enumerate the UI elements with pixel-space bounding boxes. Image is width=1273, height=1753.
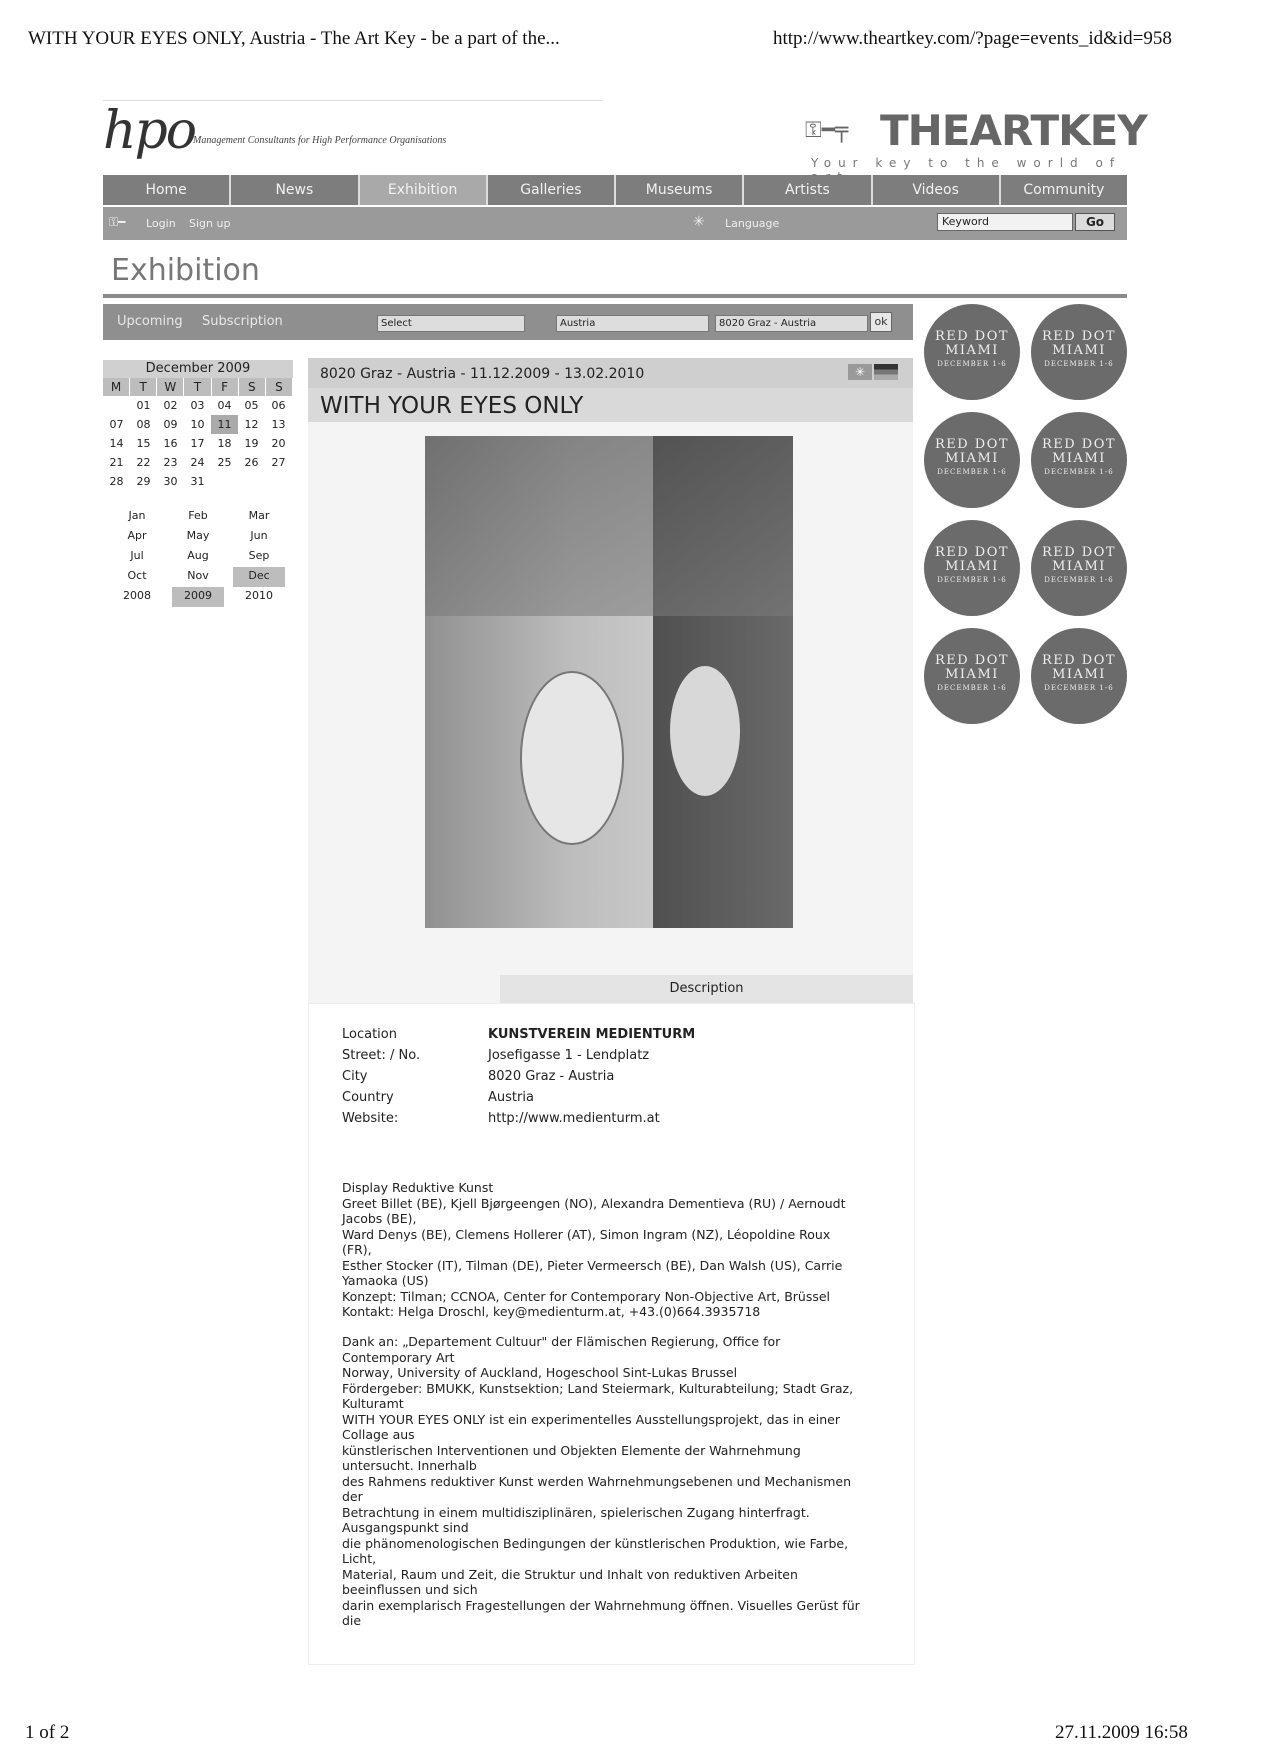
ad-line: RED DOT (934, 545, 1010, 560)
info-label: Location (342, 1027, 397, 1042)
nav-tab-videos[interactable]: Videos (873, 175, 1001, 205)
nav-tab-community[interactable]: Community (1001, 175, 1127, 205)
calendar-day[interactable]: 10 (190, 418, 205, 431)
calendar-day[interactable]: 23 (163, 456, 178, 469)
weekday: S (239, 378, 266, 396)
ad-line: RED DOT (934, 437, 1010, 452)
calendar-day[interactable]: 07 (109, 418, 124, 431)
calendar-week (103, 396, 293, 415)
info-label: Country (342, 1090, 394, 1105)
hpo-tagline: Management Consultants for High Performance Organisations (193, 135, 447, 146)
photo-shade (425, 436, 793, 616)
event-panel (308, 358, 913, 1658)
info-value: Austria (488, 1090, 534, 1105)
month-link[interactable]: Nov (187, 569, 209, 582)
red-dot-miami-ad[interactable] (1031, 628, 1127, 724)
city-select[interactable]: 8020 Graz - Austria (715, 315, 868, 332)
month-row (103, 507, 293, 527)
calendar-day[interactable]: 09 (163, 418, 178, 431)
calendar-day[interactable]: 15 (136, 437, 151, 450)
ad-line: DECEMBER 1-6 (1044, 468, 1114, 476)
month-link[interactable]: May (186, 529, 210, 542)
artkey-tagline: Your key to the world of (811, 156, 1122, 170)
nav-tab-museums[interactable]: Museums (616, 175, 744, 205)
ad-line: RED DOT (1041, 653, 1117, 668)
calendar-day[interactable]: 03 (190, 399, 205, 412)
calendar-days (103, 396, 293, 491)
red-dot-miami-ad[interactable] (1031, 304, 1127, 400)
key-icon: ⚿━ (109, 215, 126, 229)
calendar-week (103, 453, 293, 472)
month-link[interactable]: Feb (188, 509, 208, 522)
calendar-day[interactable]: 08 (136, 418, 151, 431)
calendar-day[interactable]: 14 (109, 437, 124, 450)
exhibition-photo (425, 436, 793, 928)
signup-link[interactable]: Sign up (189, 217, 231, 230)
month-row (103, 527, 293, 547)
print-timestamp: 27.11.2009 16:58 (1055, 1722, 1188, 1743)
month-picker (103, 507, 293, 607)
ad-line: MIAMI (945, 451, 999, 466)
calendar-day[interactable]: 17 (190, 437, 205, 450)
go-button[interactable]: Go (1075, 213, 1115, 231)
year-link[interactable]: 2010 (245, 589, 273, 602)
calendar-empty (238, 472, 265, 491)
calendar-day[interactable]: 21 (109, 456, 124, 469)
month-link[interactable]: Mar (248, 509, 270, 522)
calendar-empty (103, 396, 130, 415)
calendar-day[interactable]: 25 (217, 456, 232, 469)
german-flag-icon[interactable] (874, 364, 898, 380)
artkey-logo[interactable] (805, 106, 1147, 170)
weekday: T (130, 378, 157, 396)
month-link[interactable]: Oct (127, 569, 147, 582)
tab-upcoming[interactable]: Upcoming (117, 314, 183, 329)
month-link[interactable]: Jan (128, 509, 146, 522)
keyword-input[interactable]: Keyword (937, 213, 1073, 231)
title-divider (103, 294, 1127, 298)
ad-line: DECEMBER 1-6 (1044, 576, 1114, 584)
hpo-logo[interactable] (103, 100, 603, 161)
print-url: http://www.theartkey.com/?page=events_id&id=958 (773, 28, 1172, 49)
calendar-week (103, 415, 293, 434)
page-title: Exhibition (111, 253, 260, 288)
weekday: S (266, 378, 293, 396)
filter-bar (103, 304, 913, 340)
calendar-week (103, 472, 293, 491)
calendar-day[interactable]: 13 (271, 418, 286, 431)
calendar-day[interactable]: 28 (109, 475, 124, 488)
ad-line: DECEMBER 1-6 (937, 468, 1007, 476)
month-link[interactable]: Sep (248, 549, 270, 562)
calendar-day[interactable]: 02 (163, 399, 178, 412)
key-icon: ⚿━╤ (805, 118, 849, 143)
user-bar (103, 207, 1127, 240)
info-label: City (342, 1069, 368, 1084)
month-link[interactable]: Jun (250, 529, 268, 542)
calendar-day[interactable]: 30 (163, 475, 178, 488)
calendar-day[interactable]: 06 (271, 399, 286, 412)
language-link[interactable]: Language (725, 217, 780, 230)
calendar-day[interactable]: 29 (136, 475, 151, 488)
uk-flag-icon: ✳ (693, 214, 705, 230)
ad-line: DECEMBER 1-6 (1044, 360, 1114, 368)
calendar-day[interactable]: 01 (136, 399, 151, 412)
hpo-mark: hpo (103, 101, 196, 161)
uk-flag-icon[interactable]: ✳ (848, 364, 872, 380)
country-select[interactable]: Austria (556, 315, 709, 332)
event-location-dates: 8020 Graz - Austria - 11.12.2009 - 13.02.2010 (320, 366, 645, 382)
print-page-number: 1 of 2 (25, 1722, 70, 1743)
calendar-day[interactable]: 22 (136, 456, 151, 469)
exhibition-artists-text: Display Reduktive Kunst Greet Billet (BE), Kjell Bjørgeengen (NO), Alexandra Dementieva (RU) / Aernoudt Jacobs (BE), Ward Denys (BE), Clemens Hollerer (AT), Simon Ingram (NZ), Léopoldine Roux (FR), Esther Stocker (IT), Tilman (DE), Pieter Vermeersch (BE), Dan Walsh (US), Carrie Yamaoka (US) Konzept: Tilman; CCNOA, Center for Contemporary Non-Objective Art, Brüssel Kontakt: Helga Droschl, key@medienturm.at, +43.(0)664.3935718 (342, 1180, 846, 1319)
calendar-day[interactable]: 19 (244, 437, 259, 450)
website-link[interactable]: http://www.medienturm.at (488, 1111, 660, 1126)
nav-tab-exhibition[interactable]: Exhibition (360, 175, 488, 205)
month-link[interactable]: Jul (130, 549, 144, 562)
tab-subscription[interactable]: Subscription (202, 314, 283, 329)
event-title: WITH YOUR EYES ONLY (320, 393, 584, 419)
month-row (103, 567, 293, 587)
tab-description[interactable]: Description (500, 975, 913, 1003)
category-select[interactable]: Select (377, 315, 525, 332)
ad-line: DECEMBER 1-6 (937, 684, 1007, 692)
calendar-day[interactable]: 31 (190, 475, 205, 488)
ad-line: DECEMBER 1-6 (1044, 684, 1114, 692)
red-dot-miami-ad[interactable] (924, 628, 1020, 724)
nav-tab-artists[interactable]: Artists (744, 175, 872, 205)
nav-tab-news[interactable]: News (231, 175, 359, 205)
red-dot-miami-ad[interactable] (924, 304, 1020, 400)
login-link[interactable]: Login (146, 217, 176, 230)
ad-line: DECEMBER 1-6 (937, 360, 1007, 368)
calendar-day[interactable]: 12 (244, 418, 259, 431)
weekday: W (157, 378, 184, 396)
description-body (308, 1003, 915, 1665)
event-header (308, 358, 913, 388)
ad-line: MIAMI (1052, 559, 1106, 574)
calendar-day[interactable]: 26 (244, 456, 259, 469)
print-page-title: WITH YOUR EYES ONLY, Austria - The Art Key - be a part of the... (28, 28, 560, 49)
ad-line: RED DOT (1041, 545, 1117, 560)
red-dot-miami-ad[interactable] (924, 520, 1020, 616)
ad-line: MIAMI (1052, 451, 1106, 466)
red-dot-miami-ad[interactable] (1031, 412, 1127, 508)
photo-opening (670, 666, 740, 796)
calendar-weekdays (103, 378, 293, 396)
calendar-day[interactable]: 05 (244, 399, 259, 412)
calendar-day[interactable]: 16 (163, 437, 178, 450)
info-label: Website: (342, 1111, 399, 1126)
calendar (103, 360, 293, 607)
calendar-day[interactable]: 20 (271, 437, 286, 450)
weekday: M (103, 378, 130, 396)
nav-tab-galleries[interactable]: Galleries (488, 175, 616, 205)
event-title-bar (308, 388, 913, 422)
info-value: Josefigasse 1 - Lendplatz (488, 1048, 650, 1063)
photo-opening (520, 671, 624, 845)
calendar-week (103, 434, 293, 453)
ad-line: DECEMBER 1-6 (937, 576, 1007, 584)
calendar-empty (265, 472, 292, 491)
info-value: KUNSTVEREIN MEDIENTURM (488, 1027, 696, 1042)
month-row (103, 547, 293, 567)
ad-line: MIAMI (945, 559, 999, 574)
ad-line: MIAMI (945, 343, 999, 358)
ad-line: RED DOT (934, 653, 1010, 668)
month-link[interactable]: Dec (233, 567, 285, 587)
ok-button[interactable]: ok (870, 312, 892, 332)
info-value: 8020 Graz - Austria (488, 1069, 615, 1084)
ad-line: MIAMI (1052, 667, 1106, 682)
year-link[interactable]: 2008 (123, 589, 151, 602)
artkey-title: THEARTKEY (880, 106, 1147, 155)
year-row (103, 587, 293, 607)
nav-tab-home[interactable]: Home (103, 175, 231, 205)
ad-line: RED DOT (934, 329, 1010, 344)
calendar-day[interactable]: 04 (217, 399, 232, 412)
calendar-month: December 2009 (103, 360, 293, 378)
calendar-day[interactable]: 24 (190, 456, 205, 469)
calendar-day[interactable]: 18 (217, 437, 232, 450)
main-nav (103, 175, 1127, 205)
calendar-empty (211, 472, 238, 491)
red-dot-miami-ad[interactable] (1031, 520, 1127, 616)
month-link[interactable]: Apr (127, 529, 147, 542)
ad-line: RED DOT (1041, 437, 1117, 452)
red-dot-miami-ad[interactable] (924, 412, 1020, 508)
info-label: Street: / No. (342, 1048, 421, 1063)
weekday: T (184, 378, 211, 396)
month-link[interactable]: Aug (187, 549, 209, 562)
ad-line: RED DOT (1041, 329, 1117, 344)
calendar-day[interactable]: 27 (271, 456, 286, 469)
ad-line: MIAMI (945, 667, 999, 682)
exhibition-description-text: Dank an: „Departement Cultuur" der Flämischen Regierung, Office for Contemporary Art Norway, University of Auckland, Hogeschool Sint-Lukas Brussel Fördergeber: BMUKK, Kunstsektion; Land Steiermark, Kulturabteilung; Stadt Graz, Kulturamt WITH YOUR EYES ONLY ist ein experimentelles Ausstellungsprojekt, das in einer Collage aus künstlerischen Interventionen und Objekten Elemente der Wahrnehmung untersucht. Innerhalb des Rahmens reduktiver Kunst werden Wahrnehmungsebenen und Mechanismen der Betrachtung in einem multidisziplinären, spielerischen Zugang hinterfragt. Ausgangspunkt sind die phänomenologischen Bedingungen der künstlerischen Produktion, wie Farbe, Licht, Material, Raum und Zeit, die Struktur und Inhalt von reduktiven Arbeiten beeinflussen und sich darin exemplarisch Fragestellungen der Wahrnehmung öffnen. Visuelles Gerüst für die (342, 1334, 860, 1628)
year-link[interactable]: 2009 (172, 587, 224, 607)
ad-line: MIAMI (1052, 343, 1106, 358)
language-flags (848, 364, 898, 380)
calendar-day[interactable]: 11 (211, 415, 238, 434)
weekday: F (212, 378, 239, 396)
